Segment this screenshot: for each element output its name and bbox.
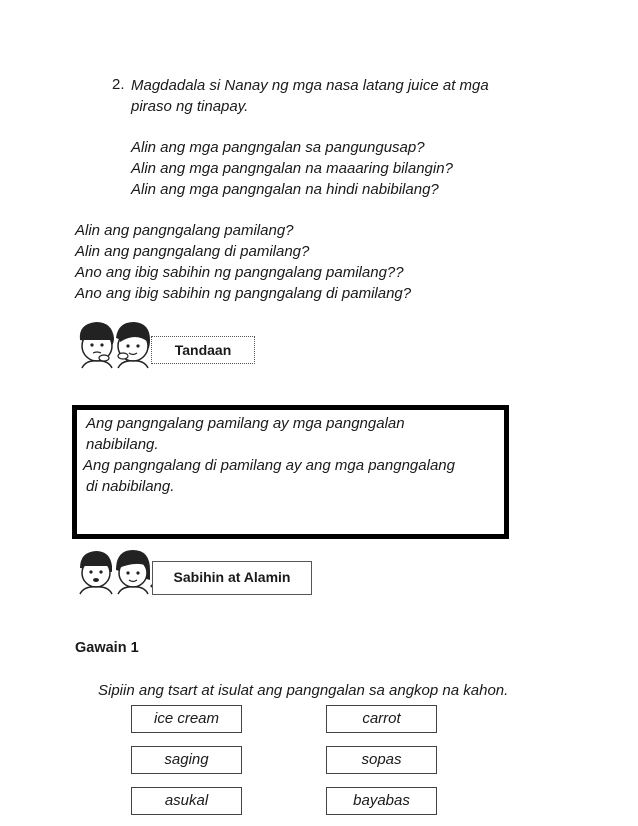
remember-line-4: di nabibilang. (86, 478, 175, 495)
word-box: saging (131, 746, 242, 774)
item-number: 2. (112, 76, 125, 93)
remember-line-1: Ang pangngalang pamilang ay mga pangngalan (86, 415, 405, 432)
word-box: ice cream (131, 705, 242, 733)
item-line-2: piraso ng tinapay. (131, 98, 249, 115)
discussion-question-1: Alin ang pangngalang pamilang? (75, 222, 294, 239)
item-line-1: Magdadala si Nanay ng mga nasa latang juice at mga (131, 77, 489, 94)
discussion-question-4: Ano ang ibig sabihin ng pangngalang di pamilang? (75, 285, 412, 302)
question-1: Alin ang mga pangngalan sa pangungusap? (131, 139, 425, 156)
word-box: asukal (131, 787, 242, 815)
word-box: bayabas (326, 787, 437, 815)
tandaan-label: Tandaan (151, 336, 255, 364)
question-3: Alin ang mga pangngalan na hindi nabibilang? (131, 181, 439, 198)
discussion-question-2: Alin ang pangngalang di pamilang? (75, 243, 310, 260)
activity-instruction: Sipiin ang tsart at isulat ang pangngalan sa angkop na kahon. (98, 682, 509, 699)
remember-line-3: Ang pangngalang di pamilang ay ang mga pangngalang (83, 457, 455, 474)
sabihin-label: Sabihin at Alamin (152, 561, 312, 595)
question-2: Alin ang mga pangngalan na maaaring bilangin? (131, 160, 453, 177)
discussion-question-3: Ano ang ibig sabihin ng pangngalang pamilang?? (75, 264, 404, 281)
word-box: sopas (326, 746, 437, 774)
children-talking-icon (76, 546, 156, 596)
activity-title: Gawain 1 (75, 640, 139, 656)
children-thinking-icon (76, 318, 156, 370)
word-box: carrot (326, 705, 437, 733)
remember-line-2: nabibilang. (86, 436, 159, 453)
